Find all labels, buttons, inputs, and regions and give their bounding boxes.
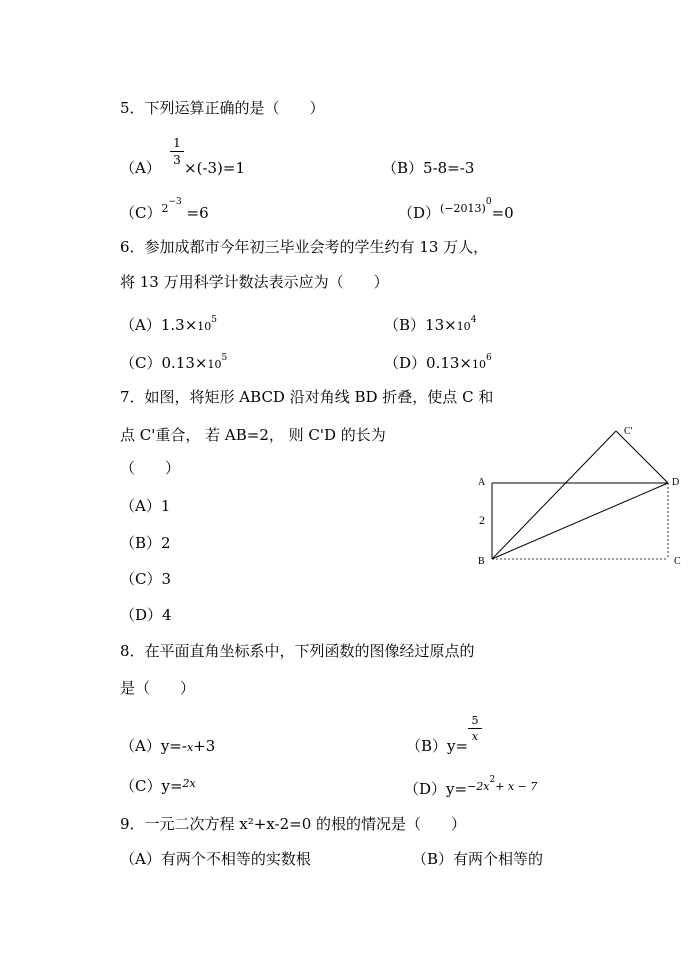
q5-option-a-fraction — [170, 136, 184, 167]
q7-rectangle-fold-figure — [470, 420, 688, 580]
q9-option-b: （B）有两个相等的 — [412, 850, 544, 868]
q8-option-a — [120, 736, 215, 758]
q8-option-a-rest: +3 — [193, 737, 216, 755]
label-c-prime: C' — [624, 426, 633, 437]
q7-option-b: （B）2 — [120, 534, 171, 552]
q5-option-d-exp: 0 — [485, 197, 492, 207]
q8-option-a-var: x — [186, 741, 194, 754]
q6-option-d — [384, 350, 492, 375]
q8-stem-line2: 是（ ） — [120, 679, 196, 697]
q5-option-a-rest: ×(-3)=1 — [184, 159, 245, 177]
label-b: B — [478, 556, 485, 567]
q6-option-b-exp: 4 — [470, 315, 477, 325]
fraction-numerator: 1 — [173, 136, 181, 150]
q7-stem-line3: （ ） — [120, 459, 181, 477]
q8-option-c — [120, 776, 196, 798]
q8-stem-line1: 8．在平面直角坐标系中，下列函数的图像经过原点的 — [120, 642, 475, 660]
q8-option-d — [404, 776, 537, 801]
q8-option-d-label: （D）y= — [404, 780, 468, 798]
q6-option-c-base: 10 — [207, 358, 222, 371]
q8-option-d-expr-pre: −2x — [467, 780, 490, 793]
label-c: C — [674, 556, 681, 567]
q7-option-a: （A）1 — [120, 497, 171, 515]
q9-option-a: （A）有两个不相等的实数根 — [120, 850, 311, 868]
q5-option-c — [120, 197, 209, 225]
q5-option-d-base: (−2013) — [440, 202, 486, 215]
q5-option-b: （B）5-8=-3 — [382, 159, 475, 177]
q6-option-b-text: （B）13× — [384, 316, 457, 334]
q5-option-c-label: （C） — [120, 204, 162, 222]
q6-option-a-base: 10 — [197, 320, 212, 333]
q8-option-d-expr-post: + x − 7 — [495, 780, 538, 793]
q6-option-d-base: 10 — [472, 358, 486, 371]
q6-option-c — [120, 350, 227, 375]
q6-stem-line2: 将 13 万用科学计数法表示应为（ ） — [120, 273, 389, 291]
q6-option-c-text: （C）0.13× — [120, 354, 208, 372]
q8-option-c-expr: 2x — [182, 777, 196, 790]
q7-option-d: （D）4 — [120, 606, 172, 624]
q8-option-c-label: （C）y= — [120, 777, 183, 795]
q5-option-d — [398, 197, 514, 225]
fraction-denominator: x — [471, 730, 479, 743]
edge-bcprime — [492, 431, 616, 559]
q6-option-b — [384, 312, 476, 337]
q6-option-a-exp: 5 — [211, 315, 217, 325]
q7-option-c: （C）3 — [120, 570, 172, 588]
q6-option-b-base: 10 — [456, 320, 471, 333]
fraction-numerator: 5 — [471, 714, 479, 727]
label-a: A — [478, 477, 486, 488]
q7-stem-line2: 点 C'重合， 若 AB=2， 则 C'D 的长为 — [120, 426, 386, 444]
q5-option-c-base: 2 — [161, 202, 169, 215]
label-side-ab: 2 — [479, 513, 485, 527]
q5-option-d-label: （D） — [398, 204, 441, 222]
q6-option-a-text: （A）1.3× — [120, 316, 198, 334]
q8-option-b-label: （B）y= — [406, 737, 469, 755]
q5-option-c-exp: −3 — [168, 197, 182, 207]
q6-stem-line1: 6．参加成都市今年初三毕业会考的学生约有 13 万人， — [120, 238, 489, 256]
q6-option-d-text: （D）0.13× — [384, 354, 472, 372]
q6-option-c-exp: 5 — [221, 353, 228, 363]
diagonal-bd — [492, 483, 668, 559]
q5-option-a-label: （A） — [120, 159, 161, 177]
q9-stem: 9．一元二次方程 x²+x-2=0 的根的情况是（ ） — [120, 815, 467, 833]
q5-option-c-rest: =6 — [181, 204, 209, 222]
q6-option-a — [120, 312, 217, 337]
edge-cprime-d — [616, 431, 668, 483]
fraction-denominator: 3 — [173, 153, 181, 167]
q5-stem: 5．下列运算正确的是（ ） — [120, 99, 325, 117]
q8-option-b-fraction — [468, 714, 482, 743]
label-d: D — [672, 477, 680, 488]
q5-option-d-rest: =0 — [491, 204, 514, 222]
q7-stem-line1: 7．如图，将矩形 ABCD 沿对角线 BD 折叠，使点 C 和 — [120, 388, 494, 406]
q8-option-a-label: （A）y=- — [120, 737, 187, 755]
q6-option-d-exp: 6 — [486, 353, 492, 363]
q8-option-d-exp: 2 — [489, 775, 496, 785]
